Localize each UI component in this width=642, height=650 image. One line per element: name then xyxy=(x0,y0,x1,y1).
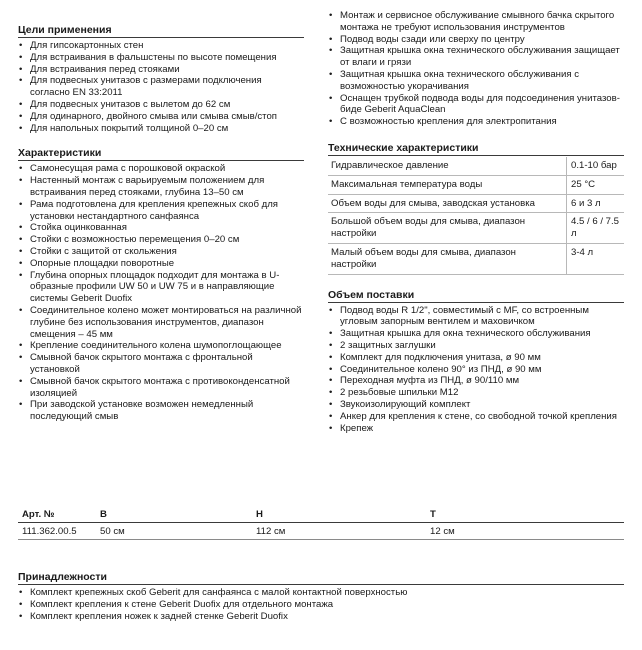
list-item: • Для встраивания перед стояками xyxy=(18,64,304,76)
table-row xyxy=(328,243,624,274)
table-row xyxy=(328,194,624,213)
usage-title: Цели применения xyxy=(18,24,112,36)
features-section xyxy=(18,147,304,423)
table-row xyxy=(328,213,624,244)
list-item: • Подвод воды R 1/2", совместимый с MF, со встроенным угловым запорным вентилем и маховичком xyxy=(328,305,624,329)
left-column xyxy=(18,0,304,423)
list-item: • Комплект крепежных скоб Geberit для санфаянса с малой контактной поверхностью xyxy=(18,587,624,599)
accessories-list xyxy=(18,587,624,622)
tech-section xyxy=(328,142,624,275)
tech-value: 4.5 / 6 / 7.5 л xyxy=(567,213,625,244)
list-item: • Самонесущая рама с порошковой окраской xyxy=(18,163,304,175)
tech-label: Большой объем воды для смыва, диапазон настройки xyxy=(328,213,567,244)
list-item: • Стойки с защитой от скольжения xyxy=(18,246,304,258)
list-item: • Глубина опорных площадок подходит для монтажа в U-образные профили UW 50 и UW 75 и в направляющие системы Geberit Duofix xyxy=(18,270,304,305)
tech-label: Малый объем воды для смыва, диапазон настройки xyxy=(328,243,567,274)
list-item: • Для подвесных унитазов с вылетом до 62 см xyxy=(18,99,304,111)
right-column xyxy=(328,0,624,434)
col-header-h: H xyxy=(256,509,263,520)
usage-list xyxy=(18,40,304,134)
list-item: • Крепеж xyxy=(328,423,624,435)
tech-label: Объем воды для смыва, заводская установка xyxy=(328,194,567,213)
list-item: • Защитная крышка окна технического обслуживания с возможностью укорачивания xyxy=(328,69,624,93)
scope-title: Объем поставки xyxy=(328,288,415,301)
article-t: 12 см xyxy=(430,526,455,537)
article-b: 50 см xyxy=(100,526,125,537)
table-row xyxy=(18,522,624,540)
list-item: • Рама подготовлена для крепления крепежных скоб для установки нестандартного санфаянса xyxy=(18,199,304,223)
list-item: • Крепление соединительного колена шумопоглощающее xyxy=(18,340,304,352)
tech-value: 3-4 л xyxy=(567,243,625,274)
list-item: • Анкер для крепления к стене, со свободной точкой крепления xyxy=(328,411,624,423)
list-item: • Соединительное колено 90° из ПНД, ø 90 мм xyxy=(328,364,624,376)
divider xyxy=(328,302,624,303)
list-item: • Стойки с возможностью перемещения 0–20 см xyxy=(18,234,304,246)
accessories-section xyxy=(18,571,624,622)
features-title: Характеристики xyxy=(18,147,102,160)
col-header-t: T xyxy=(430,509,436,520)
table-row xyxy=(328,157,624,175)
list-item: • Опорные площадки поворотные xyxy=(18,258,304,270)
article-number: 111.362.00.5 xyxy=(22,526,77,537)
list-item: • Для гипсокартонных стен xyxy=(18,40,304,52)
tech-value: 25 °C xyxy=(567,175,625,194)
features-cont-list xyxy=(328,10,624,128)
list-item: • 2 защитных заглушки xyxy=(328,340,624,352)
list-item: • Для одинарного, двойного смыва или смыва смыв/стоп xyxy=(18,111,304,123)
list-item: • Комплект крепления ножек к задней стенке Geberit Duofix xyxy=(18,611,624,623)
list-item: • Оснащен трубкой подвода воды для подсоединения унитазов-биде Geberit AquaClean xyxy=(328,93,624,117)
list-item: • Стойка оцинкованная xyxy=(18,222,304,234)
divider xyxy=(18,37,304,38)
tech-label: Гидравлическое давление xyxy=(328,157,567,175)
col-header-article: Арт. № xyxy=(22,509,55,520)
article-table xyxy=(18,506,624,540)
list-item: • Защитная крышка окна технического обслуживания защищает от влаги и грязи xyxy=(328,45,624,69)
list-item: • Переходная муфта из ПНД, ø 90/110 мм xyxy=(328,375,624,387)
list-item: • Защитная крышка для окна технического обслуживания xyxy=(328,328,624,340)
table-row xyxy=(328,175,624,194)
tech-title: Технические характеристики xyxy=(328,141,479,154)
list-item: • Настенный монтаж с варьируемым положением для встраивания перед стояками, глубина 13–50 см xyxy=(18,175,304,199)
list-item: • Смывной бачок скрытого монтажа с фронтальной установкой xyxy=(18,352,304,376)
list-item: • Смывной бачок скрытого монтажа с противоконденсатной изоляцией xyxy=(18,376,304,400)
accessories-title: Принадлежности xyxy=(18,571,107,583)
usage-section xyxy=(18,24,304,134)
list-item: • Подвод воды сзади или сверху по центру xyxy=(328,34,624,46)
tech-value: 0.1-10 бар xyxy=(567,157,625,175)
divider xyxy=(328,155,624,156)
divider xyxy=(18,160,304,161)
list-item: • Комплект крепления к стене Geberit Duofix для отдельного монтажа xyxy=(18,599,624,611)
list-item: • Звукоизолирующий комплект xyxy=(328,399,624,411)
scope-list xyxy=(328,305,624,435)
list-item: • Соединительное колено может монтироваться на различной глубине без использования инструментов, диапазон смещения – 45 мм xyxy=(18,305,304,340)
list-item: • Комплект для подключения унитаза, ø 90 мм xyxy=(328,352,624,364)
list-item: • 2 резьбовые шпильки M12 xyxy=(328,387,624,399)
list-item: • Для встраивания в фальшстены по высоте помещения xyxy=(18,52,304,64)
list-item: • Для подвесных унитазов с размерами подключения согласно EN 33:2011 xyxy=(18,75,304,99)
article-header xyxy=(18,506,624,522)
article-h: 112 см xyxy=(256,526,286,537)
list-item: • С возможностью крепления для электропитания xyxy=(328,116,624,128)
divider xyxy=(18,584,624,585)
list-item: • Монтаж и сервисное обслуживание смывного бачка скрытого монтажа не требуют использования инструментов xyxy=(328,10,624,34)
list-item: • Для напольных покрытий толщиной 0–20 см xyxy=(18,123,304,135)
scope-section xyxy=(328,289,624,435)
col-header-b: B xyxy=(100,509,107,520)
tech-label: Максимальная температура воды xyxy=(328,175,567,194)
tech-value: 6 и 3 л xyxy=(567,194,625,213)
features-list xyxy=(18,163,304,423)
list-item: • При заводской установке возможен немедленный последующий смыв xyxy=(18,399,304,423)
tech-table xyxy=(328,157,624,275)
